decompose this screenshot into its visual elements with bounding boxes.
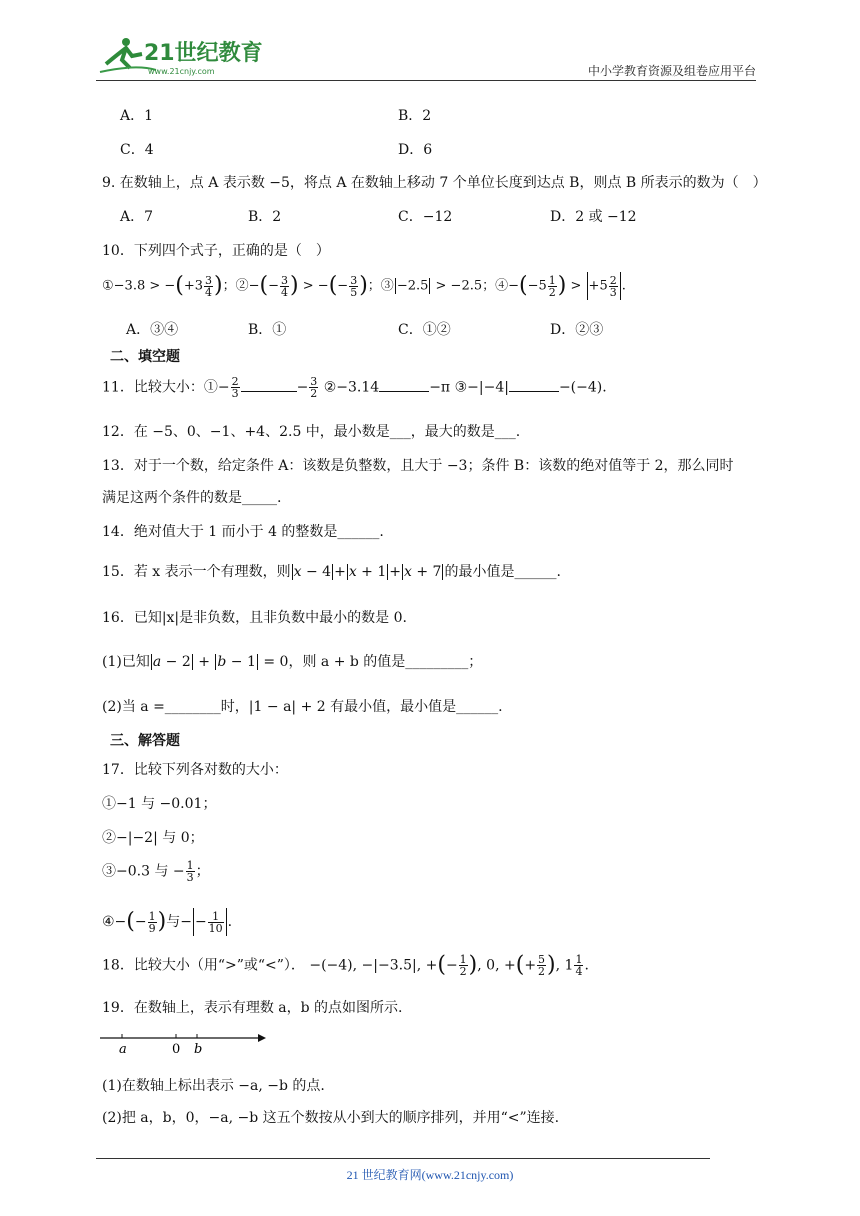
- q9-option-d: D．2 或 −12: [550, 209, 637, 225]
- q11-label: 11．比较大小：: [102, 379, 204, 396]
- q10-option-a: A．③④: [126, 322, 179, 338]
- q8-option-c: C．4: [120, 142, 154, 158]
- q17-item-3-prefix: ③−0.3 与 −: [102, 863, 185, 880]
- q17-item-2: ②−|−2| 与 0；: [102, 830, 204, 846]
- q16-part1-prefix: (1)已知: [102, 654, 150, 670]
- footer-link[interactable]: 21 世纪教育网(www.21cnjy.com): [346, 1168, 514, 1182]
- site-logo: [96, 34, 266, 78]
- arrow-right-icon: [258, 1034, 266, 1042]
- q16-part1: (1)已知 a − 2 + b − 1 = 0，则 a + b 的值是_________；: [102, 654, 483, 670]
- q11-line: 11．比较大小：①− $\frac{2}{3}$ − $\frac{3}{2}$ ②−3.14 −π ③−|−4| −(−4).: [102, 375, 607, 400]
- q9-option-a: A．7: [120, 209, 154, 225]
- q16-part2: (2)当 a =________时，|1 − a| + 2 有最小值，最小值是______.: [102, 699, 503, 715]
- q19-number-line: [100, 1026, 270, 1058]
- q17-item-4: ④−(− $\frac{1}{9}$ )与− − $\frac{1}{10}$ .: [102, 909, 233, 935]
- q17-item-1: ①−1 与 −0.01；: [102, 796, 217, 812]
- q14-text: 14．绝对值大于 1 而小于 4 的整数是______.: [102, 524, 384, 540]
- q17-text: 17．比较下列各对数的大小：: [102, 762, 288, 778]
- section-fill-blank-heading: 二、填空题: [110, 349, 180, 365]
- q15-prefix: 15．若 x 表示一个有理数，则: [102, 564, 291, 580]
- q11-blank-3[interactable]: [509, 377, 559, 392]
- q9-option-b: B．2: [248, 209, 282, 225]
- axis-label-b: b: [194, 1042, 203, 1057]
- q18-prefix: 18．比较大小（用“>”或“<”）．: [102, 957, 305, 974]
- platform-title: 中小学教育资源及组卷应用平台: [587, 64, 756, 78]
- number-line-diagram: [100, 1026, 270, 1058]
- q10-stem: 10．下列四个式子，正确的是（ ）: [102, 243, 330, 259]
- q15-line: 15．若 x 表示一个有理数，则 x − 4 + x + 1 + x + 7 的最小值是______.: [102, 564, 561, 580]
- axis-label-a: a: [119, 1042, 127, 1057]
- q8-option-b: B．2: [398, 108, 432, 124]
- q19-text: 19．在数轴上，表示有理数 a，b 的点如图所示.: [102, 1000, 403, 1016]
- q17-item-3: ③−0.3 与 − $\frac{1}{3}$ ；: [102, 859, 210, 884]
- q8-option-d: D．6: [398, 142, 433, 158]
- q18-line: 18．比较大小（用“>”或“<”）． −(−4), −|−3.5|, +(− $\frac{1}{2}$ ), 0, +(+ $\frac{5}{2}$ ), 1 $\frac{1}{4}$ .: [102, 952, 589, 978]
- q11-blank-1[interactable]: [241, 377, 297, 392]
- q10-option-d: D．②③: [550, 322, 604, 338]
- q19-part1: (1)在数轴上标出表示 −a, −b 的点.: [102, 1078, 325, 1094]
- q13-text-line1: 13．对于一个数，给定条件 A：该数是负整数，且大于 −3；条件 B：该数的绝对值等于 2，那么同时: [102, 458, 734, 474]
- section-answer-heading: 三、解答题: [110, 733, 180, 749]
- svg-text:21世纪教育: 21世纪教育: [144, 41, 263, 66]
- q17-item-4-prefix: ④−: [102, 914, 127, 930]
- q12-text: 12．在 −5、0、−1、+4、2.5 中，最小数是___，最大的数是___.: [102, 424, 521, 440]
- q16-part1-suffix: ，则 a + b 的值是_________；: [288, 654, 483, 670]
- q10-option-c: C．①②: [398, 322, 451, 338]
- q19-part2: (2)把 a，b，0，−a, −b 这五个数按从小到大的顺序排列，并用“<”连接.: [102, 1110, 560, 1126]
- q8-option-a: A．1: [120, 108, 154, 124]
- svg-text:www.21cnjy.com: www.21cnjy.com: [148, 67, 215, 76]
- axis-label-zero: 0: [172, 1042, 181, 1057]
- q9-option-c: C．−12: [398, 209, 453, 225]
- header-divider: [96, 80, 756, 81]
- q9-stem: 9. 在数轴上，点 A 表示数 −5，将点 A 在数轴上移动 7 个单位长度到达点 B，则点 B 所表示的数为（ ）: [102, 175, 767, 191]
- q10-expressions: ①−3.8 > −(+3 $\frac{3}{4}$ )；②−(− $\frac{3}{4}$ ) > −(− $\frac{3}{5}$ )；③ −2.5 > −2.5；④−(−5 $\frac{1}{2}$ ) > +5 $\frac{2}{3}$ .: [102, 273, 626, 299]
- q16-text: 16．已知|x|是非负数，且非负数中最小的数是 0.: [102, 610, 407, 626]
- runner-logo-icon: [96, 34, 266, 78]
- q13-text-line2: 满足这两个条件的数是_____.: [102, 490, 282, 506]
- q15-suffix: 的最小值是______.: [444, 564, 561, 580]
- footer-divider: [96, 1158, 710, 1159]
- q10-option-b: B．①: [248, 322, 287, 338]
- q11-blank-2[interactable]: [379, 377, 429, 392]
